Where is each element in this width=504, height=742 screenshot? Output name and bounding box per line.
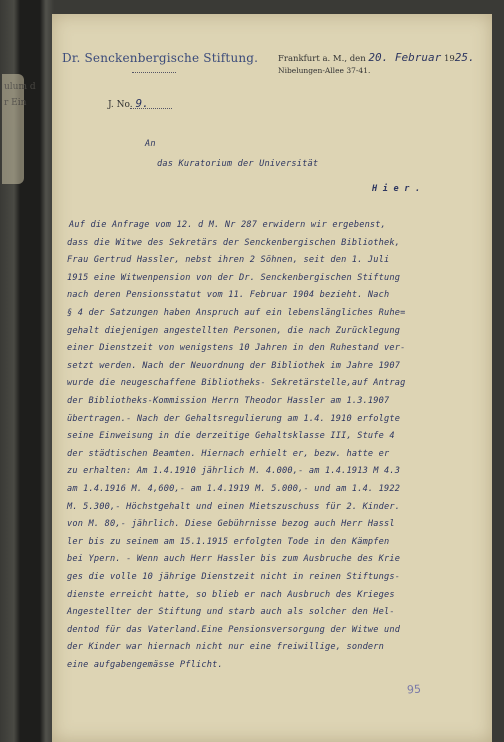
body-line: § 4 der Satzungen haben Anspruch auf ein lebenslängliches Ruhe= [67, 308, 406, 318]
recipient-line: H i e r . [372, 184, 421, 194]
body-line: zu erhalten: Am 1.4.1910 jährlich M. 4.000,- am 1.4.1913 M 4.3 [67, 466, 401, 477]
body-line: dass die Witwe des Sekretärs der Senckenbergischen Bibliothek, [67, 237, 401, 248]
body-line: wurde die neugeschaffene Bibliotheks- Sekretärstelle,auf Antrag [67, 378, 406, 389]
body-line: bei Ypern. - Wenn auch Herr Hassler bis zum Ausbruche des Krie [67, 554, 401, 565]
body-line: von M. 80,- jährlich. Diese Gebührnisse bezog auch Herr Hassl [67, 519, 395, 530]
body-line: übertragen.- Nach der Gehaltsregulierung am 1.4. 1910 erfolgte [67, 413, 401, 424]
adjacent-page-edge [2, 74, 36, 184]
journal-value: 9. [135, 97, 149, 110]
body-line: ges die volle 10 jährige Dienstzeit nicht in reinen Stiftungs- [67, 572, 401, 582]
body-line: Frau Gertrud Hassler, nebst ihren 2 Söhnen, seit den 1. Juli [67, 255, 390, 266]
year-suffix: 25. [454, 51, 475, 64]
body-line: eine aufgabengemässe Pflicht. [67, 660, 223, 670]
letterhead-rule [132, 72, 176, 73]
date-day-month: 20. Februar [368, 51, 442, 64]
letterhead-address: Nibelungen-Allee 37-41. [278, 66, 371, 75]
page-number-stamp: 95 [406, 682, 422, 697]
body-line: Auf die Anfrage vom 12. d M. Nr 287 erwidern wir ergebenst, [69, 220, 387, 230]
body-line: der städtischen Beamten. Hiernach erhielt er, bezw. hatte er [67, 448, 390, 459]
journal-rule [130, 108, 172, 109]
place-label: Frankfurt a. M., den [278, 54, 366, 64]
recipient-line: das Kuratorium der Universität [157, 159, 319, 169]
body-line: setzt werden. Nach der Neuordnung der Bibliothek im Jahre 1907 [67, 360, 401, 371]
letterhead-org: Dr. Senckenbergische Stiftung. [62, 51, 259, 65]
body-line: der Bibliotheks-Kommission Herrn Theodor Hassler am 1.3.1907 [67, 396, 390, 406]
recipient-line: An [145, 139, 156, 149]
body-line: dentod für das Vaterland.Eine Pensionsversorgung der Witwe und [67, 624, 401, 635]
body-line: der Kinder war hiernach nicht nur eine freiwillige, sondern [67, 642, 385, 653]
edge-fragment: r Ein [4, 98, 27, 108]
body-line: einer Dienstzeit von wenigstens 10 Jahren in den Ruhestand ver- [67, 343, 406, 354]
journal-label: J. No. [108, 100, 133, 110]
body-line: 1915 eine Witwenpension von der Dr. Senckenbergischen Stiftung [67, 272, 401, 283]
body-line: Angestellter der Stiftung und starb auch als solcher den Hel- [67, 607, 395, 618]
body-line: dienste erreicht hatte, so blieb er nach Ausbruch des Krieges [67, 589, 395, 600]
edge-fragment: ulum d [4, 82, 36, 92]
body-line: am 1.4.1916 M. 4,600,- am 1.4.1919 M. 5.000,- und am 1.4. 1922 [67, 484, 401, 494]
body-line: seine Einweisung in die derzeitige Gehaltsklasse III, Stufe 4 [67, 431, 395, 442]
body-line: ler bis zu seinem am 15.1.1915 erfolgten Tode in den Kämpfen [67, 536, 390, 547]
body-line: nach deren Pensionsstatut vom 11. Februar 1904 bezieht. Nach [67, 290, 390, 301]
place-date [278, 51, 475, 64]
body-line: M. 5.300,- Höchstgehalt und einen Mietszuschuss für 2. Kinder. [67, 501, 401, 512]
body-line: gehalt diejenigen angestellten Personen, die nach Zurücklegung [67, 325, 401, 336]
letter-page [4, 14, 492, 742]
year-prefix: 19 [443, 54, 455, 64]
